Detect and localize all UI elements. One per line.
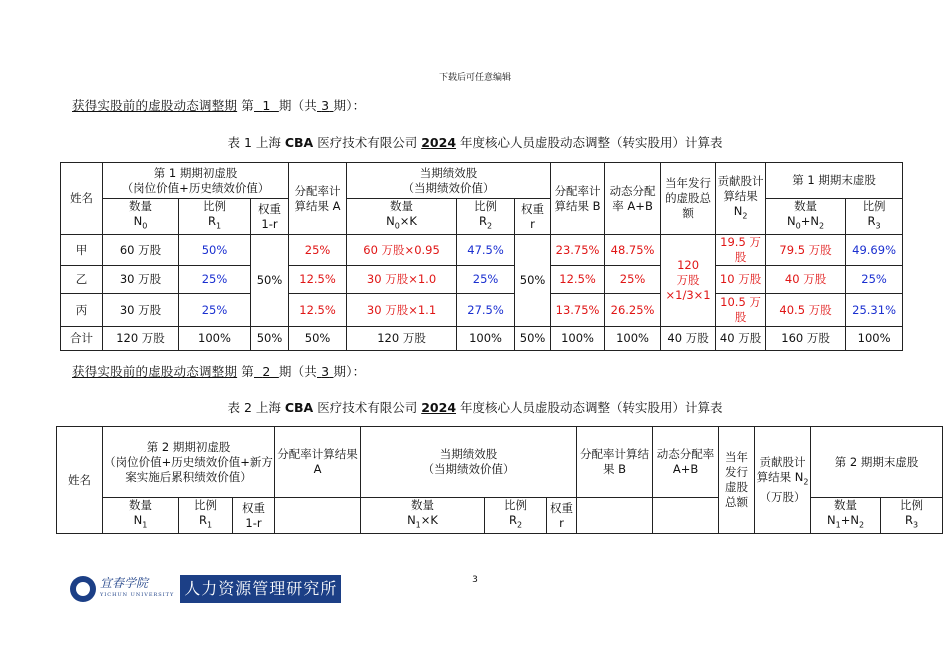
header-perf-ratio: 比例 $R_2$ <box>457 199 515 235</box>
table-row: 乙 30 万股 25% 12.5% 30 万股×1.0 25% 12.5% 25% 10 万股 40 万股 25% <box>61 266 903 294</box>
header-end: 第 2 期期末虚股 <box>811 427 943 498</box>
section-heading-text: 期（共 <box>278 364 317 379</box>
header-perf-weight: 权重 r <box>547 498 577 534</box>
period-number: 1 <box>262 98 271 113</box>
issue-merged: 120 万股 ×1/3×1 <box>661 235 716 327</box>
section-heading-1 <box>72 96 365 114</box>
header-contrib: 贡献股计算结果 $N_2$ <box>716 163 766 235</box>
period-number: 2 <box>262 364 271 379</box>
section-heading-text: 期）： <box>333 98 366 113</box>
header-name: 姓名 <box>57 427 103 534</box>
period-total: 3 <box>321 98 330 113</box>
header-perf-weight: 权重 r <box>515 199 551 235</box>
header-alloc-b-blank <box>577 498 653 534</box>
page-header: 下载后可任意编辑 <box>438 73 511 83</box>
header-end: 第 1 期期末虚股 <box>766 163 903 199</box>
header-alloc-b: 分配率计算结果 B <box>577 427 653 498</box>
period-total: 3 <box>321 364 330 379</box>
section-heading-prefix: 获得实股前的虚股动态调整期 <box>72 98 238 113</box>
header-issue: 当年发行的虚股总额 <box>661 163 716 235</box>
section-heading-text: 第 <box>241 364 254 379</box>
header-initial: 第 2 期期初虚股 （岗位价值+历史绩效价值+新方案实施后累积绩效价值） <box>103 427 275 498</box>
header-initial: 第 1 期期初虚股 （岗位价值+历史绩效价值） <box>103 163 289 199</box>
table2-caption: 表 2 上海 CBA 医疗技术有限公司 2024 年度核心人员虚股动态调整（转实股用）计算表 <box>227 400 723 415</box>
header-dyn: 动态分配率 A+B <box>653 427 719 498</box>
header-end-qty: 数量 $N_1+N_2$ <box>811 498 881 534</box>
table-total-row: 合计 120 万股 100% 50% 50% 120 万股 100% 50% 100% 100% 40 万股 40 万股 160 万股 100% <box>61 327 903 351</box>
section-heading-text: 第 <box>241 98 254 113</box>
header-end-qty: 数量 $N_0+N_2$ <box>766 199 846 235</box>
header-name: 姓名 <box>61 163 103 235</box>
section-heading-2 <box>72 362 365 380</box>
header-alloc-a: 分配率计算结果 A <box>289 163 347 235</box>
header-perf: 当期绩效股 （当期绩效价值） <box>361 427 577 498</box>
header-contrib: 贡献股计算结果 $N_2$ （万股） <box>755 427 811 534</box>
table-row: 丙 30 万股 25% 12.5% 30 万股×1.1 27.5% 13.75% 26.25% 10.5 万股 40.5 万股 25.31% <box>61 294 903 327</box>
section-heading-text: 期）： <box>333 364 366 379</box>
table2 <box>56 426 943 534</box>
page-number: 3 <box>472 575 478 585</box>
logo-script: 宜春学院 YICHUN UNIVERSITY <box>100 576 175 598</box>
header-perf-qty: 数量 $N_1\times K$ <box>361 498 485 534</box>
table1 <box>60 162 903 351</box>
header-ratio: 比例 $R_1$ <box>179 498 233 534</box>
header-alloc-a-blank <box>275 498 361 534</box>
header-dyn-blank <box>653 498 719 534</box>
header-alloc-b: 分配率计算结果 B <box>551 163 605 235</box>
section-heading-prefix: 获得实股前的虚股动态调整期 <box>72 364 238 379</box>
header-end-ratio: 比例 $R_3$ <box>881 498 943 534</box>
header-dyn: 动态分配率 A+B <box>605 163 661 235</box>
table-row: 甲 60 万股 50% 50% 25% 60 万股×0.95 47.5% 50% 23.75% 48.75% 120 万股 ×1/3×1 19.5 万股 79.5 万股 49.69% <box>61 235 903 266</box>
header-perf: 当期绩效股 （当期绩效价值） <box>347 163 551 199</box>
university-emblem-icon <box>70 576 96 602</box>
header-qty: 数量 $N_1$ <box>103 498 179 534</box>
header-weight: 权重 1-r <box>233 498 275 534</box>
header-end-ratio: 比例 $R_3$ <box>846 199 903 235</box>
table1-caption: 表 1 上海 CBA 医疗技术有限公司 2024 年度核心人员虚股动态调整（转实股用）计算表 <box>227 135 723 150</box>
institute-logo <box>70 573 341 605</box>
header-qty: 数量 $N_0$ <box>103 199 179 235</box>
header-perf-ratio: 比例 $R_2$ <box>485 498 547 534</box>
header-issue: 当年发行虚股总额 <box>719 427 755 534</box>
section-heading-text: 期（共 <box>278 98 317 113</box>
header-weight: 权重 1-r <box>251 199 289 235</box>
header-alloc-a: 分配率计算结果 A <box>275 427 361 498</box>
weight-merged: 50% <box>251 235 289 327</box>
logo-band: 人力资源管理研究所 <box>180 575 341 603</box>
header-ratio: 比例 $R_1$ <box>179 199 251 235</box>
header-perf-qty: 数量 $N_0\times K$ <box>347 199 457 235</box>
perf-weight-merged: 50% <box>515 235 551 327</box>
